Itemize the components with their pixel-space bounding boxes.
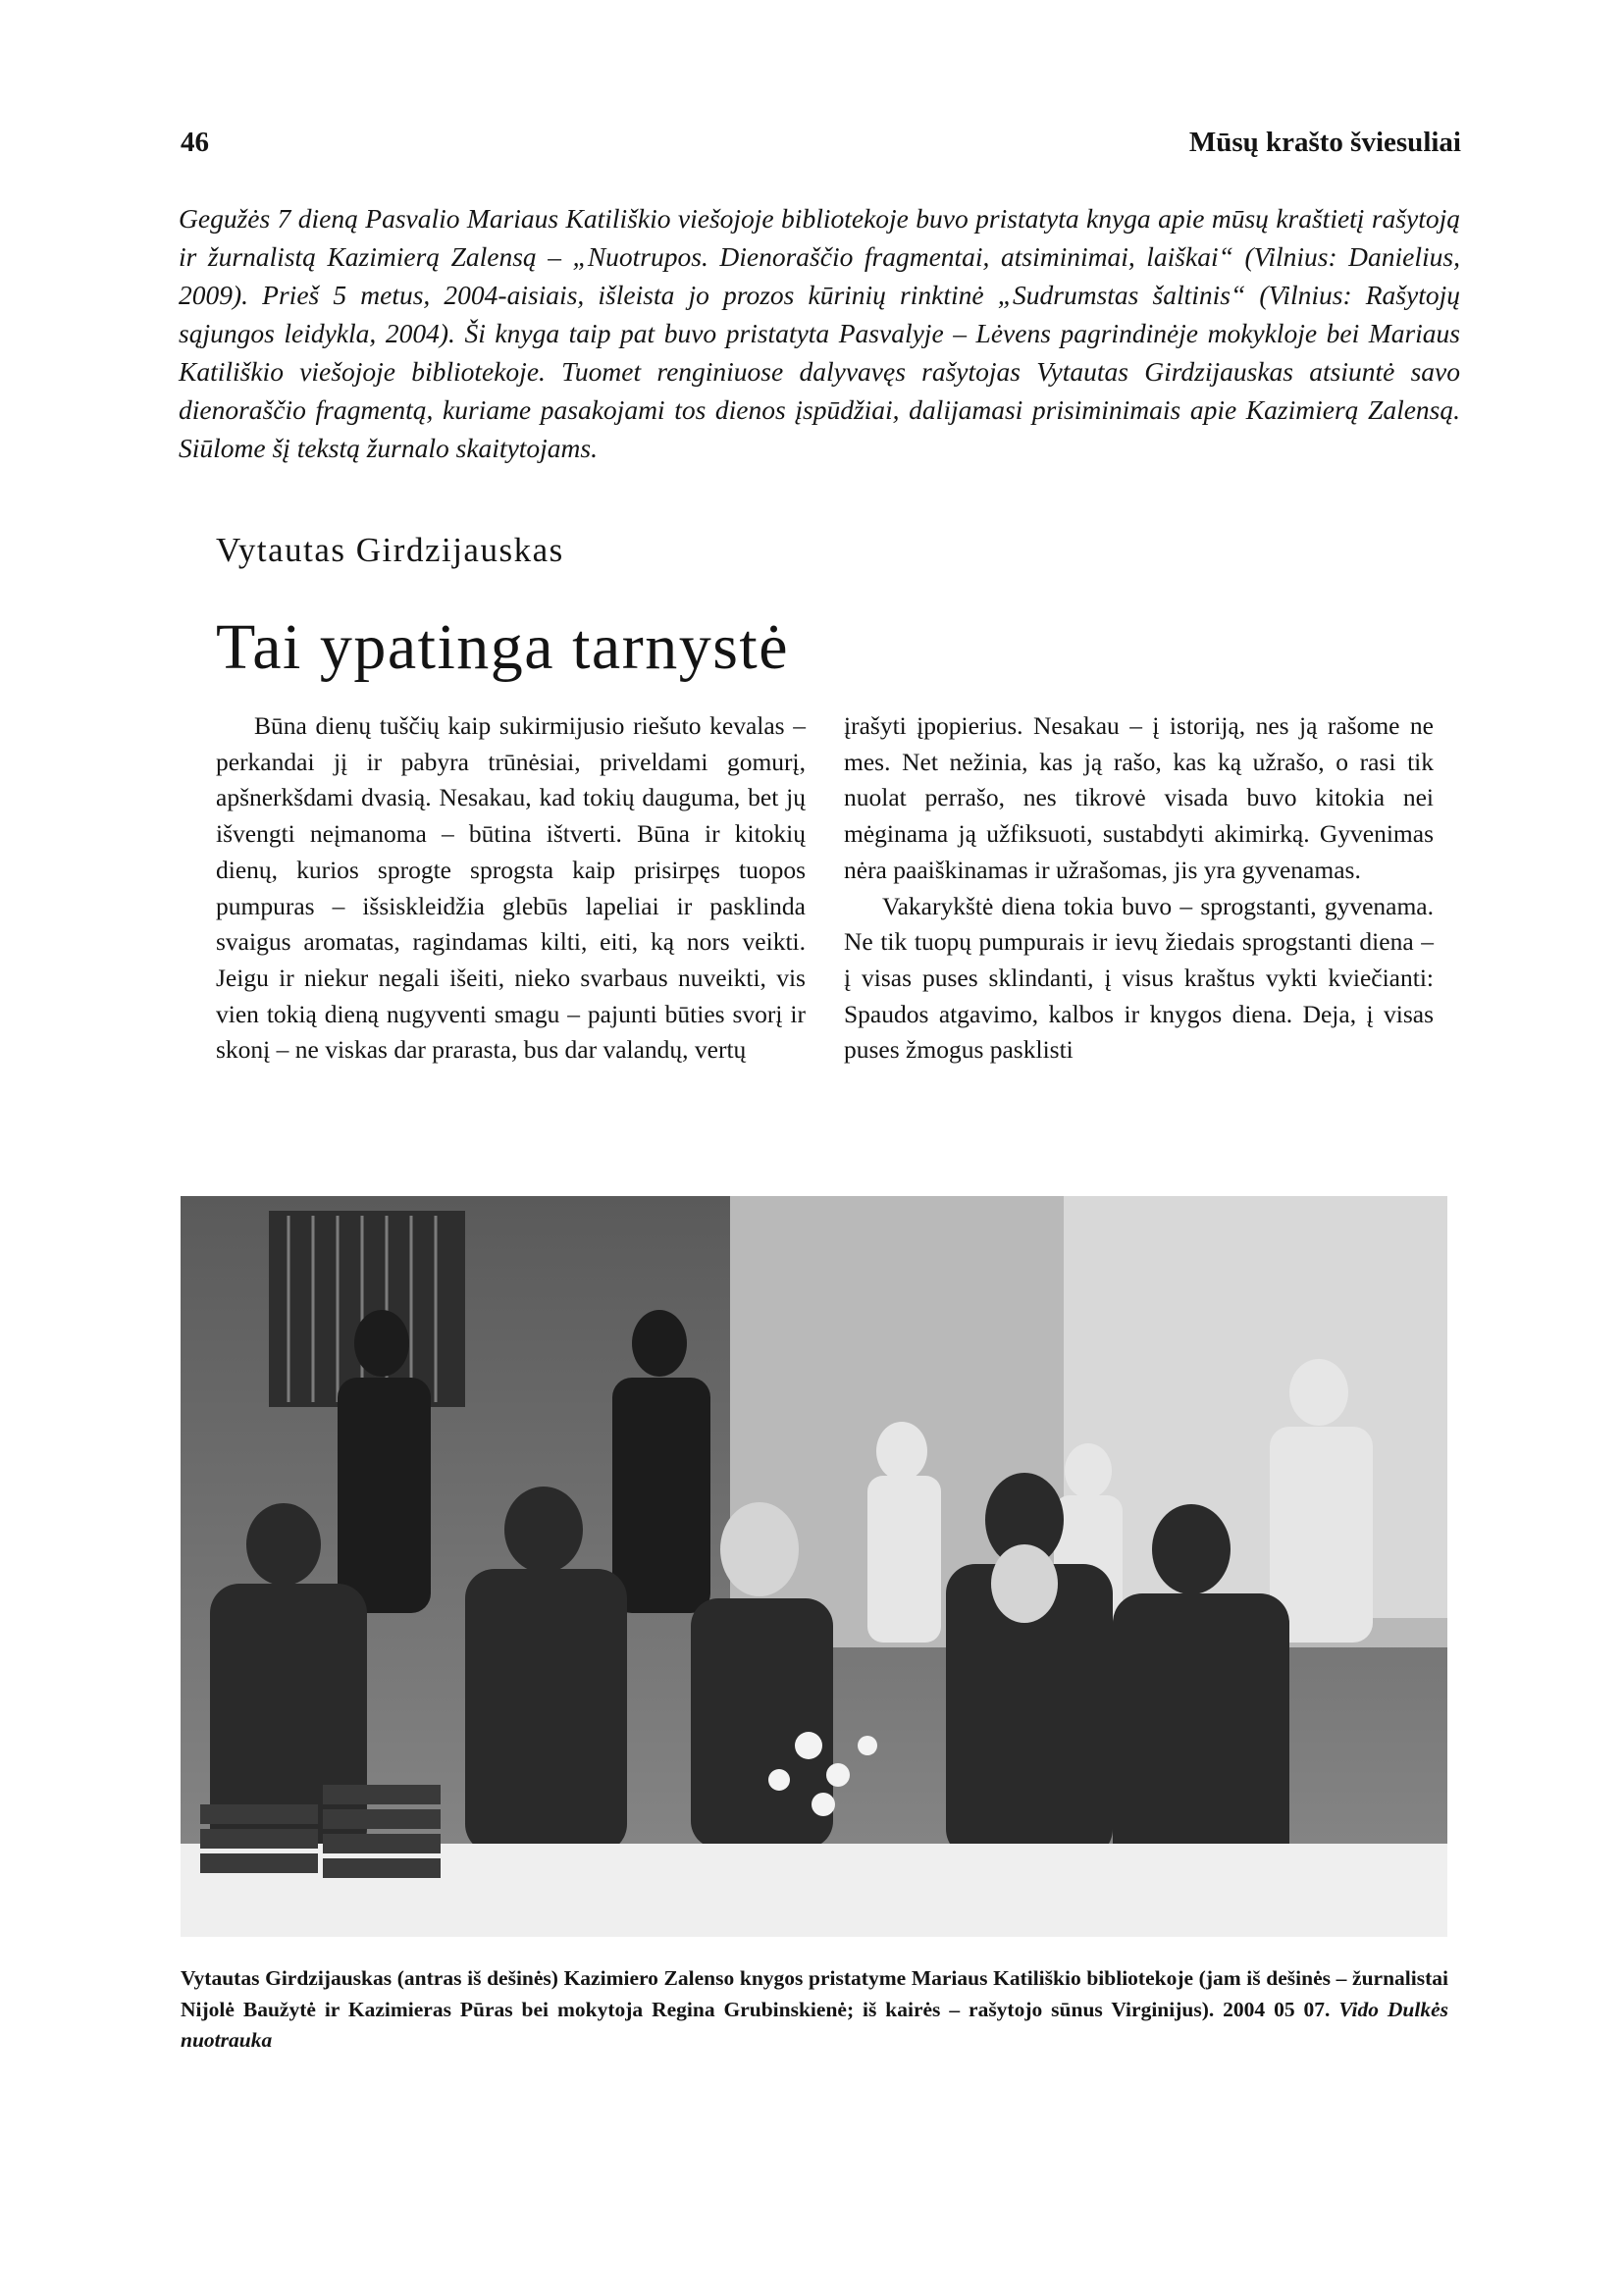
column-right-paragraph-1: įrašyti įpopierius. Nesakau – į istoriją, nes ją rašome ne mes. Net nežinia, kas ją rašo, kas ką užrašo, o rasi tik nuolat perrašo, nes tikrovė visada buvo kitokia nei mėginama ją užfiksuoti, sustabdyti akimirką. Gyvenimas nėra paaiškinamas ir užrašomas, jis yra gyvenamas. [844,711,1434,884]
intro-paragraph: Gegužės 7 dieną Pasvalio Mariaus Katiliškio viešojoje bibliotekoje buvo pristatyta knyga apie mūsų kraštietį rašytoją ir žurnalistą Kazimierą Zalensą – „Nuotrupos. Dienoraščio fragmentai, atsiminimai, laiškai“ (Vilnius: Danielius, 2009). Prieš 5 metus, 2004-aisiais, išleista jo prozos kūrinių rinktinė „Sudrumstas šaltinis“ (Vilnius: Rašytojų sąjungos leidykla, 2004). Ši knyga taip pat buvo pristatyta Pasvalyje – Lėvens pagrindinėje mokykloje bei Mariaus Katiliškio viešojoje bibliotekoje. Tuomet renginiuose dalyvavęs rašytojas Vytautas Girdzijauskas atsiuntė savo dienoraščio fragmentą, kuriame pasakojami tos dienos įspūdžiai, dalijamasi prisiminimais apie Kazimierą Zalensą. Siūlome šį tekstą žurnalo skaitytojams. [179,203,1460,463]
photo-caption-text: Vytautas Girdzijauskas (antras iš dešinės) Kazimiero Zalenso knygos pristatyme Mariaus Katiliškio bibliotekoje (jam iš dešinės – žurnalistai Nijolė Baužytė ir Kazimieras Pūras bei mokytoja Regina Grubinskienė; iš kairės – rašytojo sūnus Virginijus). 2004 05 07. [181,1966,1448,2021]
running-header: Mūsų krašto šviesuliai [1188,127,1461,158]
column-right-paragraph-2: Vakarykštė diena tokia buvo – sprogstanti, gyvenama. Ne tik tuopų pumpurais ir ievų žiedais sprogstanti diena – į visas puses sklindanti, į visus kraštus vykti kviečianti: Spaudos atgavimo, kalbos ir knygos diena. Deja, į visas puses žmogus pasklisti [844,891,1434,1065]
photo-credit: Vido Dulkės nuotrauka [181,1997,1449,2052]
article-title: Tai ypatinga tarnystė [216,611,790,683]
article-author: Vytautas Girdzijauskas [216,531,564,569]
column-left-paragraph: Būna dienų tuščių kaip sukirmijusio riešuto kevalas – perkandai jį ir pabyra trūnėsiai, priveldami gomurį, apšnerkšdami dvasią. Nesakau, kad tokių dauguma, bet jų išvengti neįmanoma – būtina ištverti. Būna ir kitokių dienų, kurios sprogte sprogsta kaip prisirpęs tuopos pumpuras – išsiskleidžia glebūs lapeliai ir pasklinda svaigus aromatas, ragindamas kilti, eiti, ką nors veikti. Jeigu ir niekur negali išeiti, nieko svarbaus nuveikti, vis vien tokią dieną nugyventi smagu – pajunti būties svorį ir skonį – ne viskas dar prarasta, bus dar valandų, vertų [216,711,806,1065]
event-photo [181,1196,1447,1937]
article-column-right [844,708,1434,1069]
photo-caption [181,1963,1448,2057]
article-column-left [216,708,806,1069]
page-number: 46 [181,127,209,158]
